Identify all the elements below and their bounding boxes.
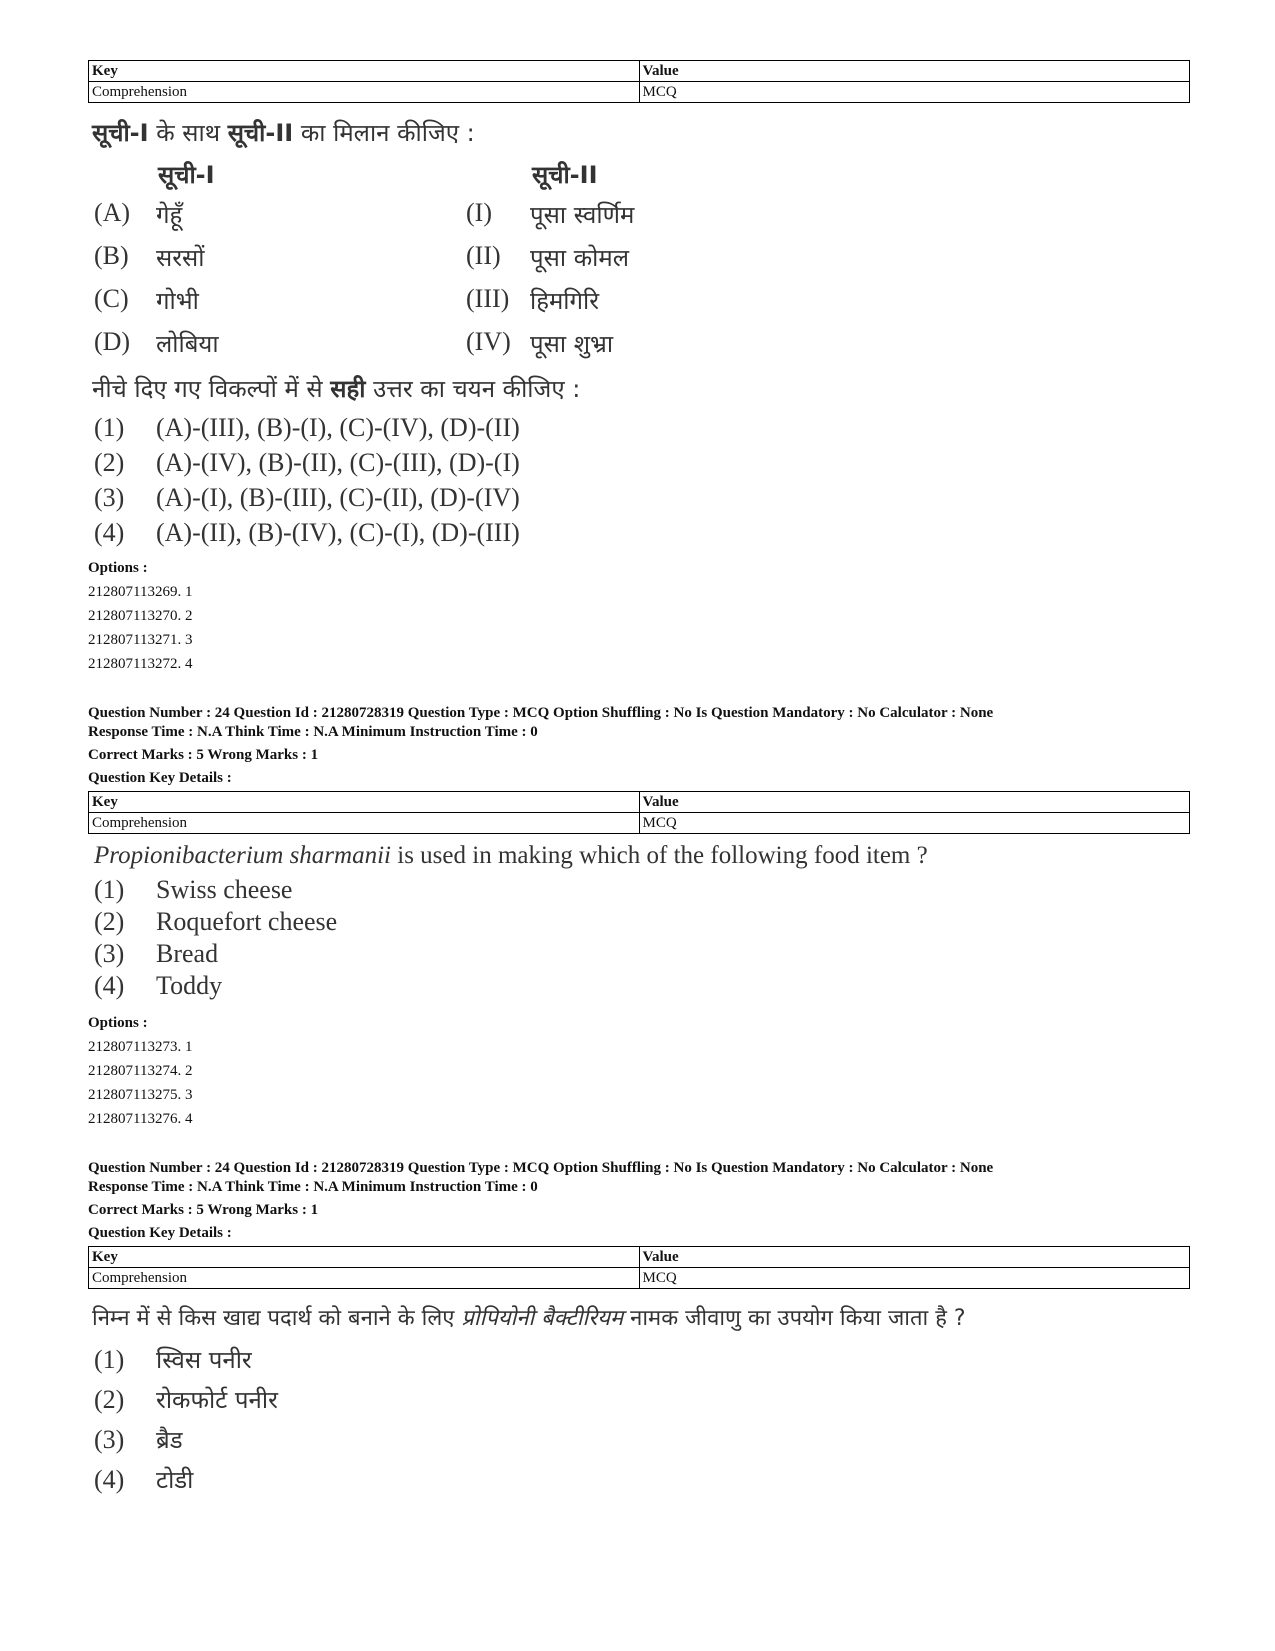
option-id: 212807113275. 3 (88, 1087, 193, 1103)
options-label: Options : (88, 1015, 148, 1031)
key-details-label: Question Key Details : (88, 770, 232, 786)
choose-instruction (92, 372, 580, 405)
answer-number: (3) (94, 939, 125, 968)
question-key-table (88, 1246, 1190, 1289)
value-cell: MCQ (639, 813, 1190, 834)
key-cell: Comprehension (89, 813, 640, 834)
list-row (94, 241, 794, 281)
row-text: पूसा स्वर्णिम (530, 201, 635, 229)
answer-number: (1) (94, 413, 125, 442)
list-2-ref: सूची-II (227, 119, 294, 147)
question-fragment: निम्न में से किस खाद्य पदार्थ को बनाने के लिए (92, 1306, 462, 1331)
answer-text: (A)-(IV), (B)-(II), (C)-(III), (D)-(I) (156, 448, 520, 477)
question-fragment: के साथ (148, 119, 228, 147)
answer-item (94, 1420, 278, 1460)
value-cell: MCQ (639, 82, 1190, 103)
row-label: (A) (94, 198, 131, 227)
organism-name: Propionibacterium sharmanii (94, 842, 391, 869)
options-section (88, 556, 192, 676)
answer-number: (3) (94, 483, 125, 512)
row-text: सरसों (156, 244, 205, 272)
answer-number: (2) (94, 1385, 125, 1414)
value-header: Value (639, 1247, 1190, 1268)
option-id: 212807113271. 3 (88, 632, 193, 648)
question-fragment: is used in making which of the following food item ? (391, 842, 928, 869)
question-text (92, 116, 475, 149)
key-header: Key (89, 1247, 640, 1268)
list-row (94, 284, 794, 324)
option-id: 212807113270. 2 (88, 608, 193, 624)
key-cell: Comprehension (89, 82, 640, 103)
answer-text: ब्रैड (156, 1426, 183, 1454)
answer-number: (1) (94, 875, 125, 904)
question-fragment: का मिलान कीजिए : (293, 119, 475, 147)
answer-item (94, 1380, 278, 1420)
answer-list (94, 1340, 278, 1500)
row-label: (IV) (466, 327, 511, 356)
answer-number: (3) (94, 1425, 125, 1454)
row-text: पूसा शुभ्रा (530, 330, 614, 358)
row-text: गेहूँ (156, 201, 183, 229)
answer-item (94, 938, 337, 970)
answer-text: रोकफोर्ट पनीर (156, 1386, 278, 1414)
question-text (92, 1302, 966, 1332)
answer-list (94, 410, 520, 550)
answer-number: (4) (94, 1465, 125, 1494)
answer-text: (A)-(I), (B)-(III), (C)-(II), (D)-(IV) (156, 483, 520, 512)
list-2-header: सूची-II (532, 161, 598, 189)
question-fragment: नामक जीवाणु का उपयोग किया जाता है ? (623, 1306, 966, 1331)
row-label: (C) (94, 284, 129, 313)
list-1-header: सूची-I (158, 161, 215, 189)
answer-number: (2) (94, 907, 125, 936)
answer-item (94, 515, 520, 550)
question-meta (88, 1159, 993, 1243)
options-label: Options : (88, 560, 148, 576)
question-key-table (88, 791, 1190, 834)
answer-item (94, 906, 337, 938)
options-section (88, 1011, 192, 1131)
row-label: (III) (466, 284, 510, 313)
answer-text: टोडी (156, 1466, 194, 1494)
question-text (94, 842, 928, 870)
answer-text: स्विस पनीर (156, 1346, 252, 1374)
answer-number: (1) (94, 1345, 125, 1374)
instruction-fragment: उत्तर का चयन कीजिए : (365, 375, 581, 403)
option-id: 212807113273. 1 (88, 1039, 193, 1055)
row-text: पूसा कोमल (530, 244, 629, 272)
row-text: लोबिया (156, 330, 219, 358)
answer-item (94, 410, 520, 445)
answer-number: (2) (94, 448, 125, 477)
key-details-label: Question Key Details : (88, 1225, 232, 1241)
answer-item (94, 1460, 278, 1500)
value-header: Value (639, 61, 1190, 82)
organism-name: प्रोपियोनी बैक्टीरियम (461, 1306, 624, 1331)
meta-line: Response Time : N.A Think Time : N.A Minimum Instruction Time : 0 (88, 1179, 538, 1195)
value-header: Value (639, 792, 1190, 813)
meta-line: Question Number : 24 Question Id : 21280728319 Question Type : MCQ Option Shuffling : No Is Question Mandatory : No Calculator : None (88, 1160, 994, 1176)
row-label: (II) (466, 241, 501, 270)
question-meta (88, 704, 993, 788)
answer-number: (4) (94, 971, 125, 1000)
answer-item (94, 445, 520, 480)
option-id: 212807113269. 1 (88, 584, 193, 600)
answer-item (94, 480, 520, 515)
row-label: (B) (94, 241, 129, 270)
answer-item (94, 1340, 278, 1380)
key-cell: Comprehension (89, 1268, 640, 1289)
list-row (94, 198, 794, 238)
meta-line: Question Number : 24 Question Id : 21280728319 Question Type : MCQ Option Shuffling : No Is Question Mandatory : No Calculator : None (88, 705, 994, 721)
answer-text: Toddy (156, 971, 223, 1000)
option-id: 212807113272. 4 (88, 656, 193, 672)
row-label: (I) (466, 198, 492, 227)
row-label: (D) (94, 327, 131, 356)
instruction-fragment: नीचे दिए गए विकल्पों में से (92, 375, 331, 403)
answer-item (94, 874, 337, 906)
question-key-table (88, 60, 1190, 103)
value-cell: MCQ (639, 1268, 1190, 1289)
option-id: 212807113276. 4 (88, 1111, 193, 1127)
instruction-emphasis: सही (330, 375, 366, 403)
marks-line: Correct Marks : 5 Wrong Marks : 1 (88, 747, 319, 763)
answer-item (94, 970, 337, 1002)
answer-text: Roquefort cheese (156, 907, 338, 936)
list-1-ref: सूची-I (92, 119, 149, 147)
answer-text: (A)-(II), (B)-(IV), (C)-(I), (D)-(III) (156, 518, 520, 547)
row-text: गोभी (156, 287, 199, 315)
answer-text: Swiss cheese (156, 875, 293, 904)
key-header: Key (89, 792, 640, 813)
meta-line: Response Time : N.A Think Time : N.A Minimum Instruction Time : 0 (88, 724, 538, 740)
option-id: 212807113274. 2 (88, 1063, 193, 1079)
list-row (94, 327, 794, 367)
answer-number: (4) (94, 518, 125, 547)
answer-list (94, 874, 337, 1002)
answer-text: Bread (156, 939, 219, 968)
marks-line: Correct Marks : 5 Wrong Marks : 1 (88, 1202, 319, 1218)
row-text: हिमगिरि (530, 287, 600, 315)
answer-text: (A)-(III), (B)-(I), (C)-(IV), (D)-(II) (156, 413, 520, 442)
key-header: Key (89, 61, 640, 82)
